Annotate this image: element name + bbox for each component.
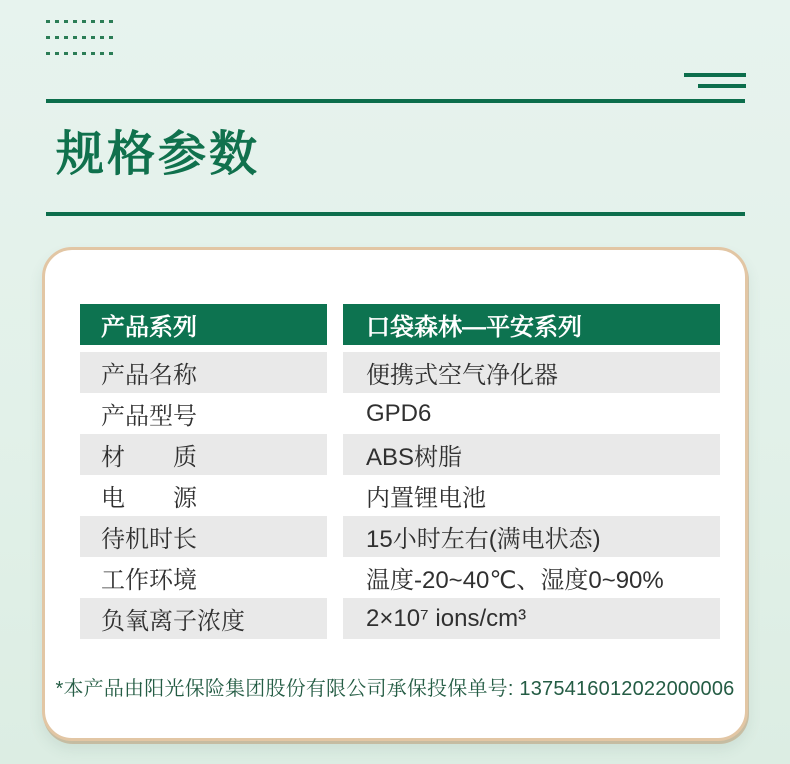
table-row [80,393,720,434]
spec-value-cell: ABS树脂 [343,434,720,475]
insurance-note: *本产品由阳光保险集团股份有限公司承保投保单号: 1375416012022000006 [55,678,735,700]
spec-card [42,247,748,741]
page-title: 规格参数 [56,128,261,181]
spec-value-cell: 便携式空气净化器 [343,352,720,393]
title-underline-divider [46,212,745,216]
table-row [80,516,720,557]
top-right-line-decoration [684,73,746,77]
table-row [80,475,720,516]
spec-label-cell: 产品型号 [101,403,197,430]
spec-value-cell: 内置锂电池 [366,485,486,512]
spec-value-cell: 温度-20~40℃、湿度0~90% [366,567,664,594]
spec-table [80,304,720,639]
spec-label-cell: 待机时长 [80,516,327,557]
spec-label-cell: 材 质 [80,434,327,475]
table-row [80,598,720,639]
header-label-cell: 产品系列 [80,304,327,345]
top-right-line-decoration [698,84,746,88]
spec-label-cell: 电 源 [101,485,197,512]
header-value-cell: 口袋森林—平安系列 [343,304,720,345]
top-divider [46,99,745,103]
spec-label-cell: 负氧离子浓度 [80,598,327,639]
table-header-row [80,304,720,345]
spec-label-cell: 产品名称 [80,352,327,393]
spec-value-cell: 15小时左右(满电状态) [343,516,720,557]
table-row [80,352,720,393]
spec-label-cell: 工作环境 [101,567,197,594]
dots-decoration [46,20,113,55]
table-row [80,557,720,598]
spec-value-cell: 2×10⁷ ions/cm³ [343,598,720,639]
table-row [80,434,720,475]
spec-value-cell: GPD6 [366,399,432,427]
